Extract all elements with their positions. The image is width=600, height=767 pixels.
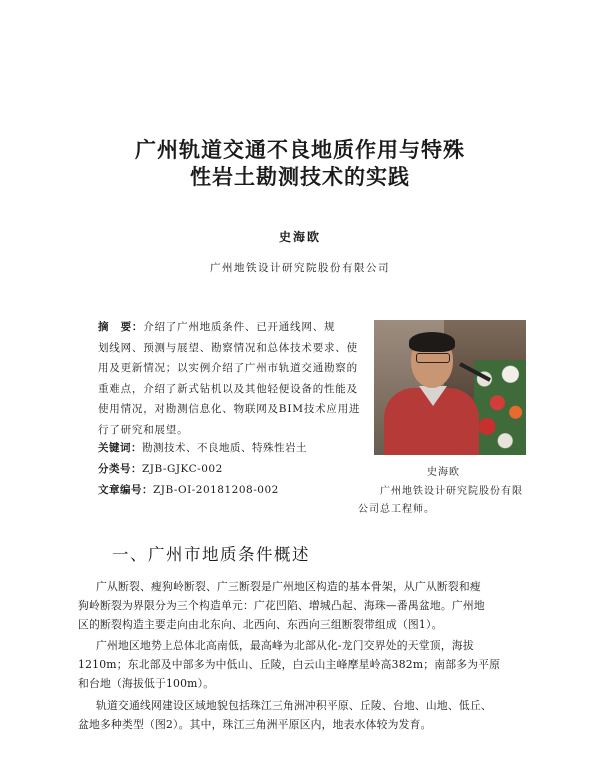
- paper-title-line-2: 性岩土勘测技术的实践: [190, 165, 410, 189]
- abstract-label: 摘 要：: [98, 321, 144, 333]
- class-number-label: 分类号：: [98, 463, 142, 475]
- article-number-label: 文章编号：: [98, 484, 153, 496]
- abstract-line: 使用情况，对勘测信息化、物联网及BIM技术应用进: [98, 403, 361, 415]
- body-line: 轨道交通线网建设区域地貌包括珠江三角洲冲积平原、丘陵、台地、山地、低丘、: [96, 699, 492, 712]
- photo-caption-line-2: 公司总工程师。: [358, 504, 435, 515]
- abstract-line: 行了研究和展望。: [98, 424, 189, 436]
- abstract-line: 重难点，介绍了新式钻机以及其他轻便设备的性能及: [98, 383, 358, 395]
- body-line: 广从断裂、瘦狗岭断裂、广三断裂是广州地区构造的基本骨架，从广从断裂和瘦: [96, 580, 481, 593]
- keywords-line: [98, 440, 307, 455]
- abstract-line: 划线网、预测与展望、勘察情况和总体技术要求、使: [98, 342, 358, 354]
- abstract-line: 介绍了广州地质条件、已开通线网、规: [143, 321, 336, 333]
- class-number-value: ZJB-GJKC-002: [142, 463, 223, 475]
- keywords-value: 勘测技术、不良地质、特殊性岩土: [142, 442, 307, 454]
- body-line: 区的断裂构造主要走向由北东向、北西向、东西向三组断裂带组成（图1）。: [78, 618, 443, 631]
- body-line: 广州地区地势上总体北高南低，最高峰为北部从化-龙门交界处的天堂顶，海拔: [96, 639, 474, 652]
- author-photo: [374, 320, 526, 455]
- body-line: 和台地（海拔低于100m）。: [78, 677, 215, 690]
- photo-caption-line-1: 广州地铁设计研究院股份有限: [380, 486, 523, 497]
- keywords-label: 关键词：: [98, 442, 142, 454]
- section-heading: 一、广州市地质条件概述: [112, 545, 310, 564]
- body-line: 盆地多种类型（图2）。其中，珠江三角洲平原区内，地表水体较为发育。: [78, 718, 432, 731]
- author-affiliation: 广州地铁设计研究院股份有限公司: [210, 262, 390, 274]
- abstract-line: 用及更新情况；以实例介绍了广州市轨道交通勘察的: [98, 362, 358, 374]
- body-line: 1210m；东北部及中部多为中低山、丘陵，白云山主峰摩星岭高382m；南部多为平原: [78, 658, 501, 671]
- body-line: 狗岭断裂为界限分为三个构造单元：广花凹陷、增城凸起、海珠—番禺盆地。广州地: [78, 599, 485, 612]
- photo-caption-name: 史海欧: [427, 467, 460, 478]
- article-number-line: [98, 482, 279, 497]
- author-name: 史海欧: [278, 230, 321, 244]
- class-number-line: [98, 461, 223, 476]
- paper-title-line-1: 广州轨道交通不良地质作用与特殊: [135, 138, 465, 162]
- article-number-value: ZJB-OI-20181208-002: [153, 484, 279, 496]
